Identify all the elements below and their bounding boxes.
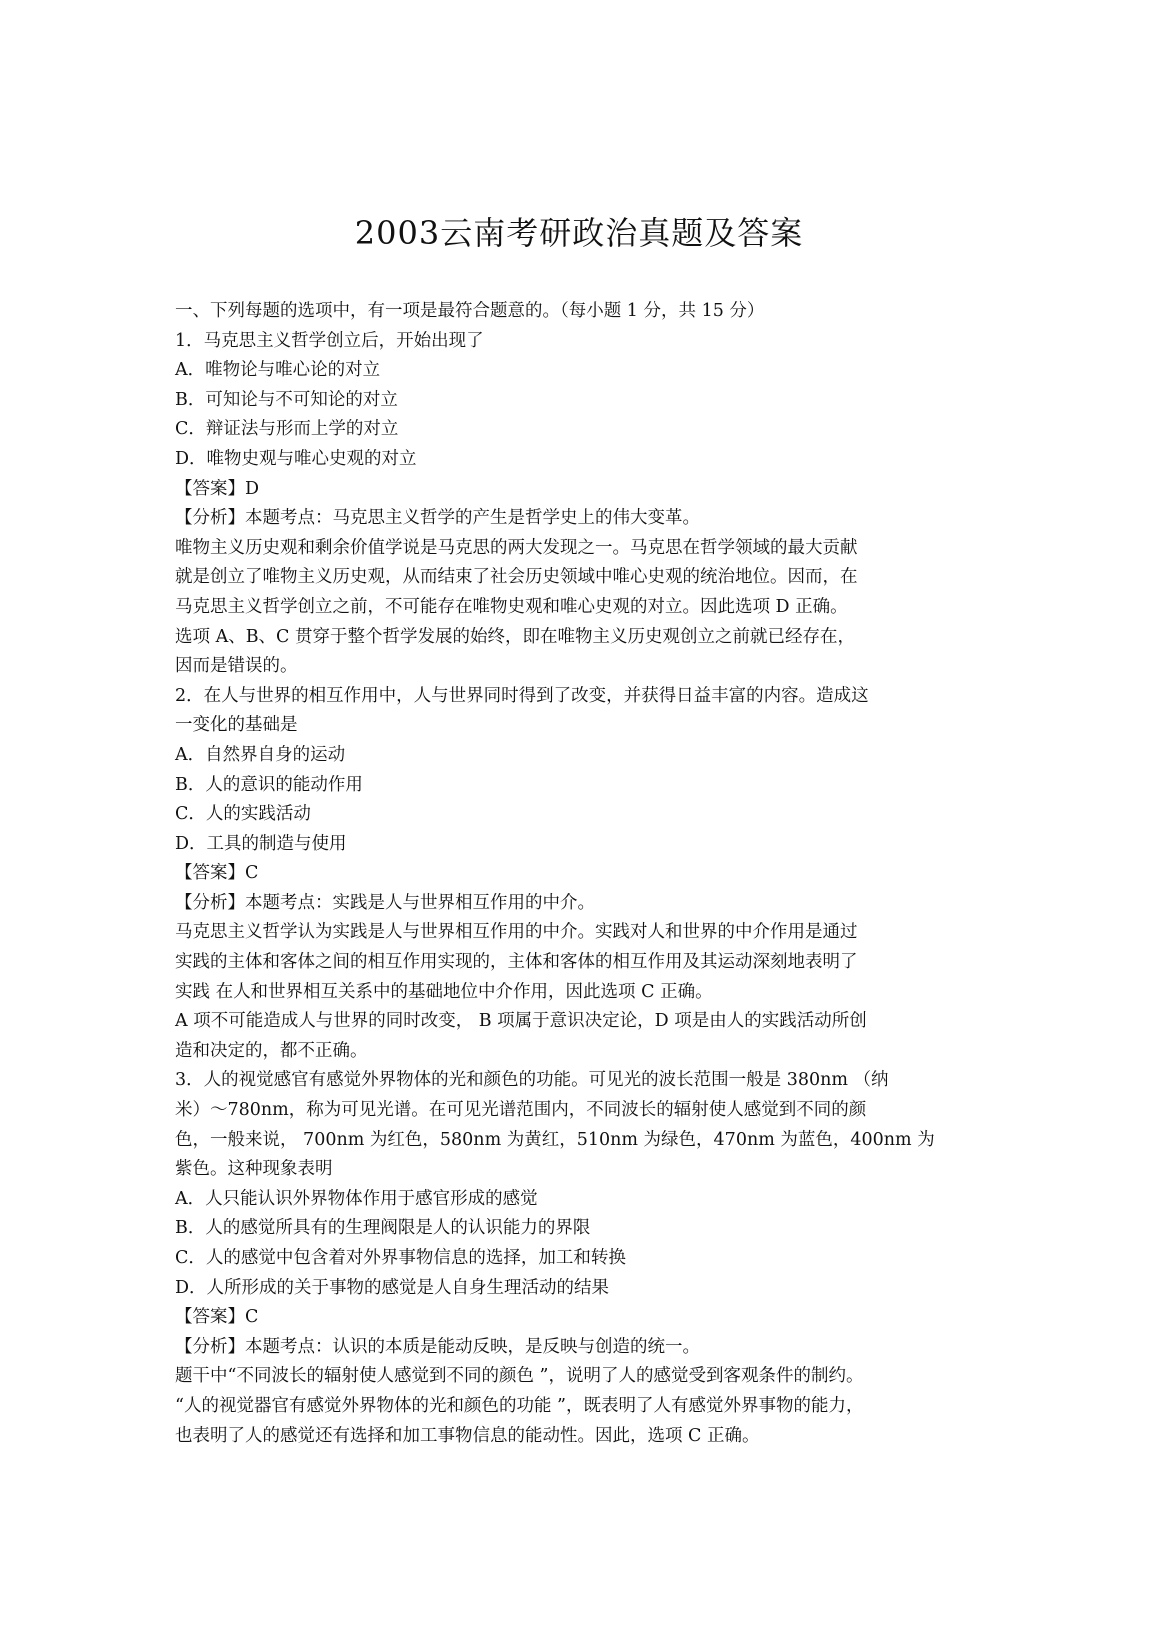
text-line: B．可知论与不可知论的对立 — [175, 389, 398, 410]
text-line: 2．在人与世界的相互作用中，人与世界同时得到了改变，并获得日益丰富的内容。造成这 — [175, 685, 869, 706]
text-line: 选项 A、B、C 贯穿于整个哲学发展的始终，即在唯物主义历史观创立之前就已经存在， — [175, 626, 856, 647]
text-line: 实践的主体和客体之间的相互作用实现的，主体和客体的相互作用及其运动深刻地表明了 — [175, 952, 858, 973]
document-body — [175, 297, 995, 1451]
text-line: 也表明了人的感觉还有选择和加工事物信息的能动性。因此，选项 C 正确。 — [175, 1425, 760, 1446]
text-line: 因而是错误的。 — [175, 656, 298, 677]
text-line: 就是创立了唯物主义历史观，从而结束了社会历史领域中唯心史观的统治地位。因而，在 — [175, 567, 858, 588]
text-line: 【分析】本题考点：马克思主义哲学的产生是哲学史上的伟大变革。 — [175, 508, 700, 529]
text-line: 【答案】C — [175, 863, 259, 884]
text-line: 马克思主义哲学认为实践是人与世界相互作用的中介。实践对人和世界的中介作用是通过 — [175, 922, 858, 943]
text-line: 一、下列每题的选项中，有一项是最符合题意的。（每小题 1 分，共 15 分） — [175, 301, 765, 321]
text-line: 紫色。这种现象表明 — [175, 1159, 333, 1180]
text-line: A．唯物论与唯心论的对立 — [175, 360, 381, 381]
text-line: 3．人的视觉感官有感觉外界物体的光和颜色的功能。可见光的波长范围一般是 380nm （纳 — [175, 1070, 889, 1091]
text-line: A．自然界自身的运动 — [175, 744, 346, 765]
text-line: C．人的感觉中包含着对外界事物信息的选择，加工和转换 — [175, 1248, 626, 1268]
text-line: 【分析】本题考点：认识的本质是能动反映，是反映与创造的统一。 — [175, 1336, 700, 1357]
text-line: D．工具的制造与使用 — [175, 833, 347, 854]
text-line: “人的视觉器官有感觉外界物体的光和颜色的功能 ”，既表明了人有感觉外界事物的能力， — [175, 1395, 864, 1416]
text-line: 一变化的基础是 — [175, 715, 298, 736]
text-line: 造和决定的，都不正确。 — [175, 1040, 368, 1061]
text-line: C．辩证法与形而上学的对立 — [175, 419, 399, 440]
text-line: D．人所形成的关于事物的感觉是人自身生理活动的结果 — [175, 1277, 610, 1298]
text-line: 1．马克思主义哲学创立后，开始出现了 — [175, 330, 484, 351]
text-line: A．人只能认识外界物体作用于感官形成的感觉 — [175, 1188, 538, 1209]
text-line: B．人的意识的能动作用 — [175, 774, 363, 795]
text-line: 米）～780nm，称为可见光谱。在可见光谱范围内，不同波长的辐射使人感觉到不同的颜 — [175, 1100, 867, 1121]
text-line: 实践 在人和世界相互关系中的基础地位中介作用，因此选项 C 正确。 — [175, 981, 713, 1002]
text-line: 马克思主义哲学创立之前，不可能存在唯物史观和唯心史观的对立。因此选项 D 正确。 — [175, 596, 848, 617]
text-line: C．人的实践活动 — [175, 804, 311, 825]
text-line: A 项不可能造成人与世界的同时改变， B 项属于意识决定论，D 项是由人的实践活动所创 — [175, 1011, 867, 1032]
text-line: D．唯物史观与唯心史观的对立 — [175, 448, 417, 469]
text-line: 色，一般来说， 700nm 为红色，580nm 为黄红，510nm 为绿色，470nm 为蓝色，400nm 为 — [175, 1129, 935, 1150]
text-line: B．人的感觉所具有的生理阀限是人的认识能力的界限 — [175, 1218, 591, 1239]
text-line: 【分析】本题考点：实践是人与世界相互作用的中介。 — [175, 892, 595, 913]
text-line: 题干中“不同波长的辐射使人感觉到不同的颜色 ”，说明了人的感觉受到客观条件的制约。 — [175, 1366, 864, 1387]
text-line: 唯物主义历史观和剩余价值学说是马克思的两大发现之一。马克思在哲学领域的最大贡献 — [175, 537, 858, 558]
text-line: 【答案】C — [175, 1307, 259, 1328]
text-line: 【答案】D — [175, 478, 260, 499]
document-title: 2003云南考研政治真题及答案 — [354, 214, 804, 252]
